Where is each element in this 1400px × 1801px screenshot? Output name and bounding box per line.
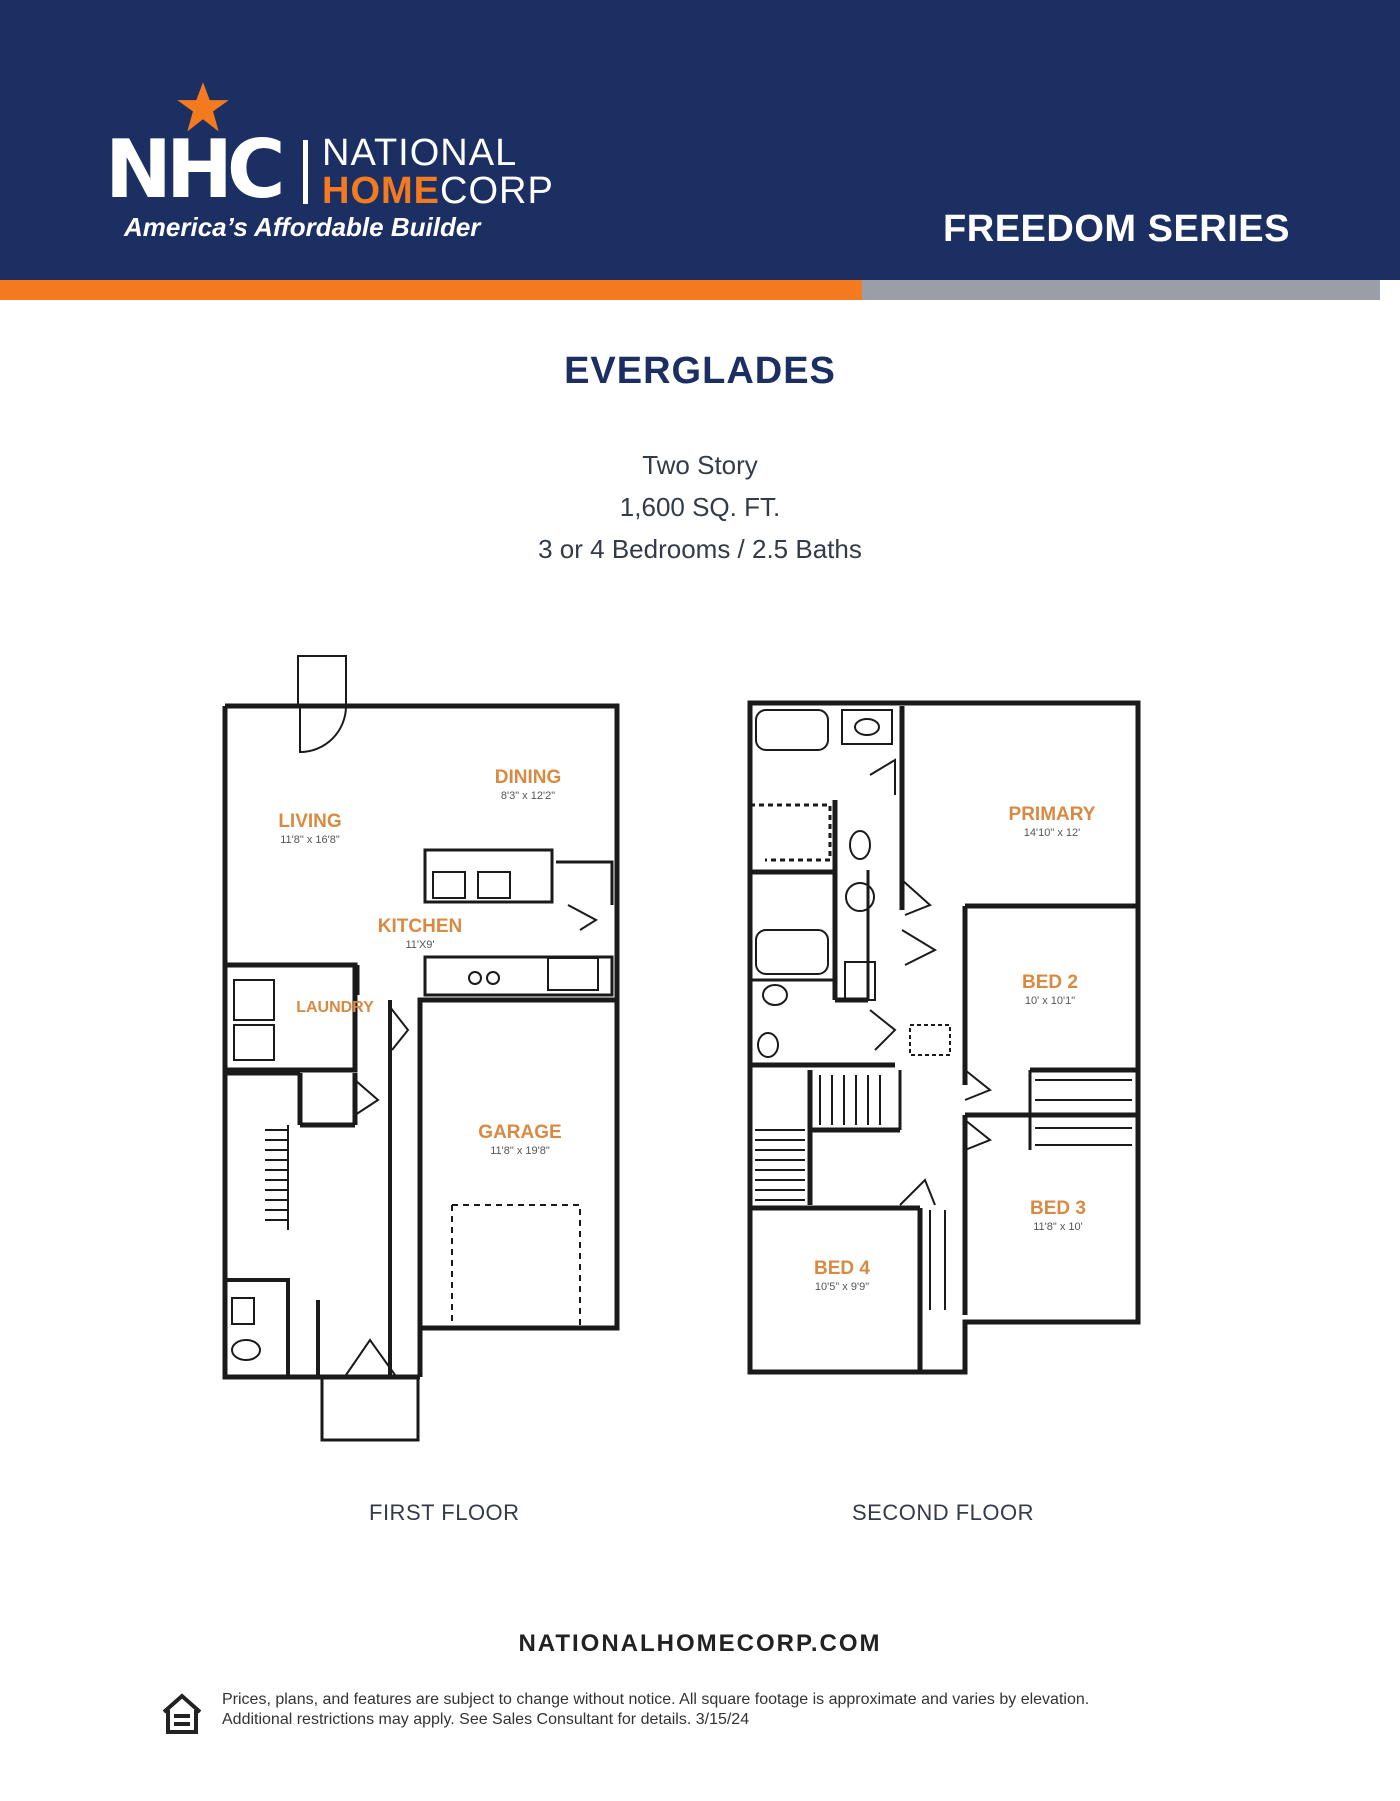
series-title: FREEDOM SERIES bbox=[943, 208, 1290, 250]
equal-housing-icon bbox=[160, 1692, 204, 1736]
accent-bar-grey bbox=[862, 280, 1380, 300]
room-living-name: LIVING bbox=[278, 811, 342, 832]
plan-beds-baths: 3 or 4 Bedrooms / 2.5 Baths bbox=[538, 534, 862, 564]
logo-name-line2 bbox=[322, 172, 554, 210]
room-bed2-dim: 10' x 10'1" bbox=[1024, 995, 1076, 1007]
room-bed3-name: BED 3 bbox=[1030, 1198, 1086, 1219]
header-banner bbox=[0, 0, 1400, 280]
disclaimer bbox=[222, 1690, 1262, 1730]
room-kitchen-name: KITCHEN bbox=[377, 916, 463, 937]
room-dining-name: DINING bbox=[494, 767, 562, 788]
accent-bar-orange bbox=[0, 280, 862, 300]
logo-tagline: America’s Affordable Builder bbox=[124, 212, 481, 242]
room-garage-name: GARAGE bbox=[478, 1122, 562, 1143]
logo-name-line1: NATIONAL bbox=[322, 132, 518, 174]
plan-stories: Two Story bbox=[642, 450, 758, 480]
first-floor-label: FIRST FLOOR bbox=[369, 1500, 520, 1525]
room-bed2-name: BED 2 bbox=[1022, 972, 1078, 993]
room-dining-dim: 8'3" x 12'2" bbox=[500, 790, 556, 802]
website-url: NATIONALHOMECORP.COM bbox=[518, 1630, 882, 1657]
logo-name-rest: CORP bbox=[440, 170, 554, 212]
room-garage-dim: 11'8" x 19'8" bbox=[490, 1145, 550, 1157]
room-primary-dim: 14'10" x 12' bbox=[1023, 827, 1081, 839]
second-floor-label: SECOND FLOOR bbox=[852, 1500, 1035, 1525]
room-kitchen-dim: 11'X9' bbox=[405, 939, 435, 951]
disclaimer-line1: Prices, plans, and features are subject to change without notice. All square footage is approximate and varies by elevation. bbox=[222, 1691, 1090, 1708]
room-bed4-name: BED 4 bbox=[814, 1258, 870, 1279]
room-bed4-dim: 10'5" x 9'9" bbox=[814, 1281, 870, 1293]
room-primary-name: PRIMARY bbox=[1008, 804, 1096, 825]
disclaimer-line2: Additional restrictions may apply. See Sales Consultant for details. 3/15/24 bbox=[222, 1711, 750, 1728]
room-bed3-dim: 11'8" x 10' bbox=[1033, 1221, 1083, 1233]
logo-divider bbox=[303, 140, 308, 204]
room-living-dim: 11'8" x 16'8" bbox=[280, 834, 340, 846]
logo-mark: NHC bbox=[105, 123, 280, 216]
plan-sqft: 1,600 SQ. FT. bbox=[619, 492, 781, 522]
plan-title: EVERGLADES bbox=[564, 350, 836, 392]
logo-name-accent: HOME bbox=[322, 170, 440, 212]
floor-plans-drawing bbox=[0, 640, 1400, 1540]
room-laundry-name: LAUNDRY bbox=[296, 999, 374, 1016]
